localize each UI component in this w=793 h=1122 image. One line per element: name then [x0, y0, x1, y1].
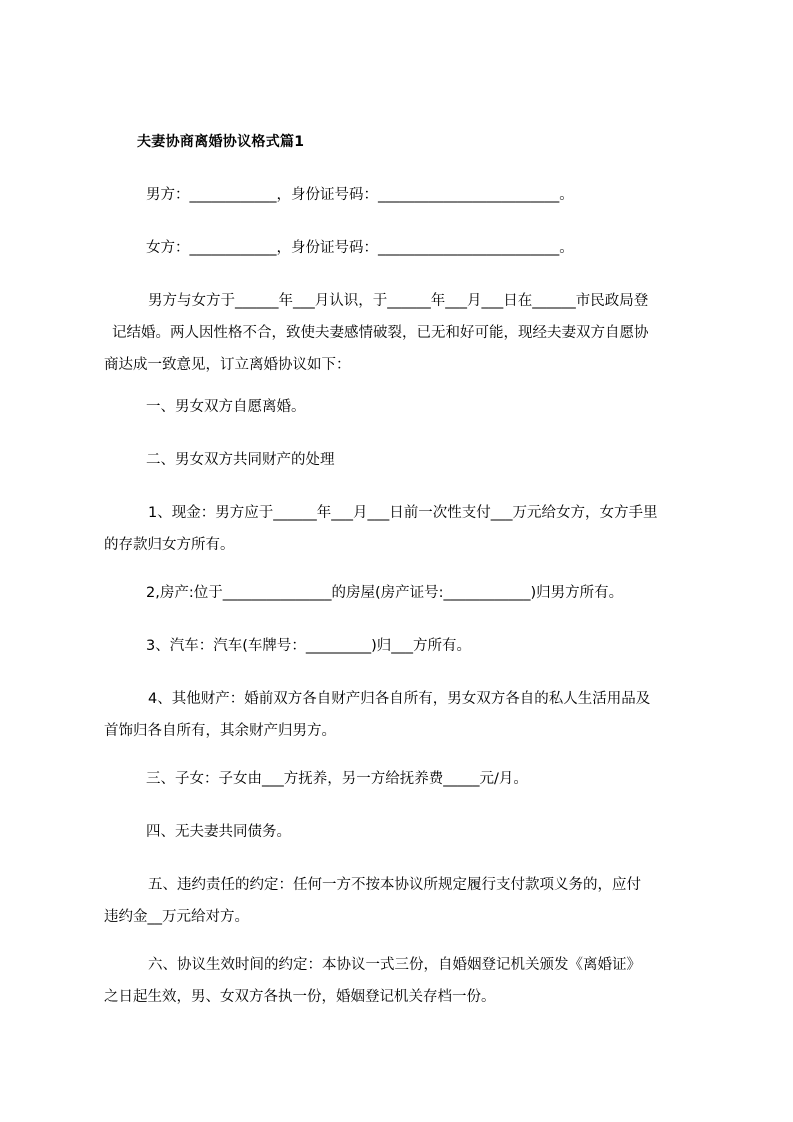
clause-2: 二、男女双方共同财产的处理	[146, 452, 335, 468]
clause-1: 一、男女双方自愿离婚。	[146, 399, 306, 415]
item-1-line-1: 1、现金：男方应于______年___月___日前一次性支付___万元给女方，女方手里	[148, 505, 658, 521]
clause-6-line-1: 六、协议生效时间的约定：本协议一式三份，自婚姻登记机关颁发《离婚证》	[148, 957, 641, 973]
item-4-other	[104, 683, 684, 747]
clause-3: 三、子女：子女由___方抚养，另一方给抚养费_____元/月。	[146, 771, 528, 787]
item-2-house: 2,房产:位于_______________的房屋(房产证号:____________)归男方所有。	[146, 585, 624, 601]
clause-6	[104, 949, 684, 1013]
clause-5	[104, 869, 684, 933]
intro-line-2: 记结婚。两人因性格不合，致使夫妻感情破裂，已无和好可能，现经夫妻双方自愿协	[112, 325, 649, 341]
item-3-car: 3、汽车：汽车(车牌号：_________)归___方所有。	[146, 638, 472, 654]
husband-info-line: 男方：____________，身份证号码：_________________________。	[146, 187, 574, 203]
clause-6-line-2: 之日起生效，男、女双方各执一份，婚姻登记机关存档一份。	[104, 989, 496, 1005]
document-title: 夫妻协商离婚协议格式篇1	[137, 134, 305, 150]
intro-line-3: 商达成一致意见，订立离婚协议如下：	[104, 357, 351, 373]
intro-line-1: 男方与女方于______年___月认识，于______年___月___日在______市民政局登	[148, 293, 649, 309]
item-1-line-2: 的存款归女方所有。	[104, 537, 235, 553]
clause-5-line-2: 违约金__万元给对方。	[104, 909, 249, 925]
intro-paragraph	[104, 285, 684, 381]
clause-4: 四、无夫妻共同债务。	[146, 824, 291, 840]
wife-info-line: 女方：____________，身份证号码：_________________________。	[146, 240, 574, 256]
item-4-line-2: 首饰归各自所有，其余财产归男方。	[104, 723, 336, 739]
item-1-cash	[104, 497, 684, 561]
clause-5-line-1: 五、违约责任的约定：任何一方不按本协议所规定履行支付款项义务的，应付	[148, 877, 641, 893]
item-4-line-1: 4、其他财产：婚前双方各自财产归各自所有，男女双方各自的私人生活用品及	[148, 691, 651, 707]
